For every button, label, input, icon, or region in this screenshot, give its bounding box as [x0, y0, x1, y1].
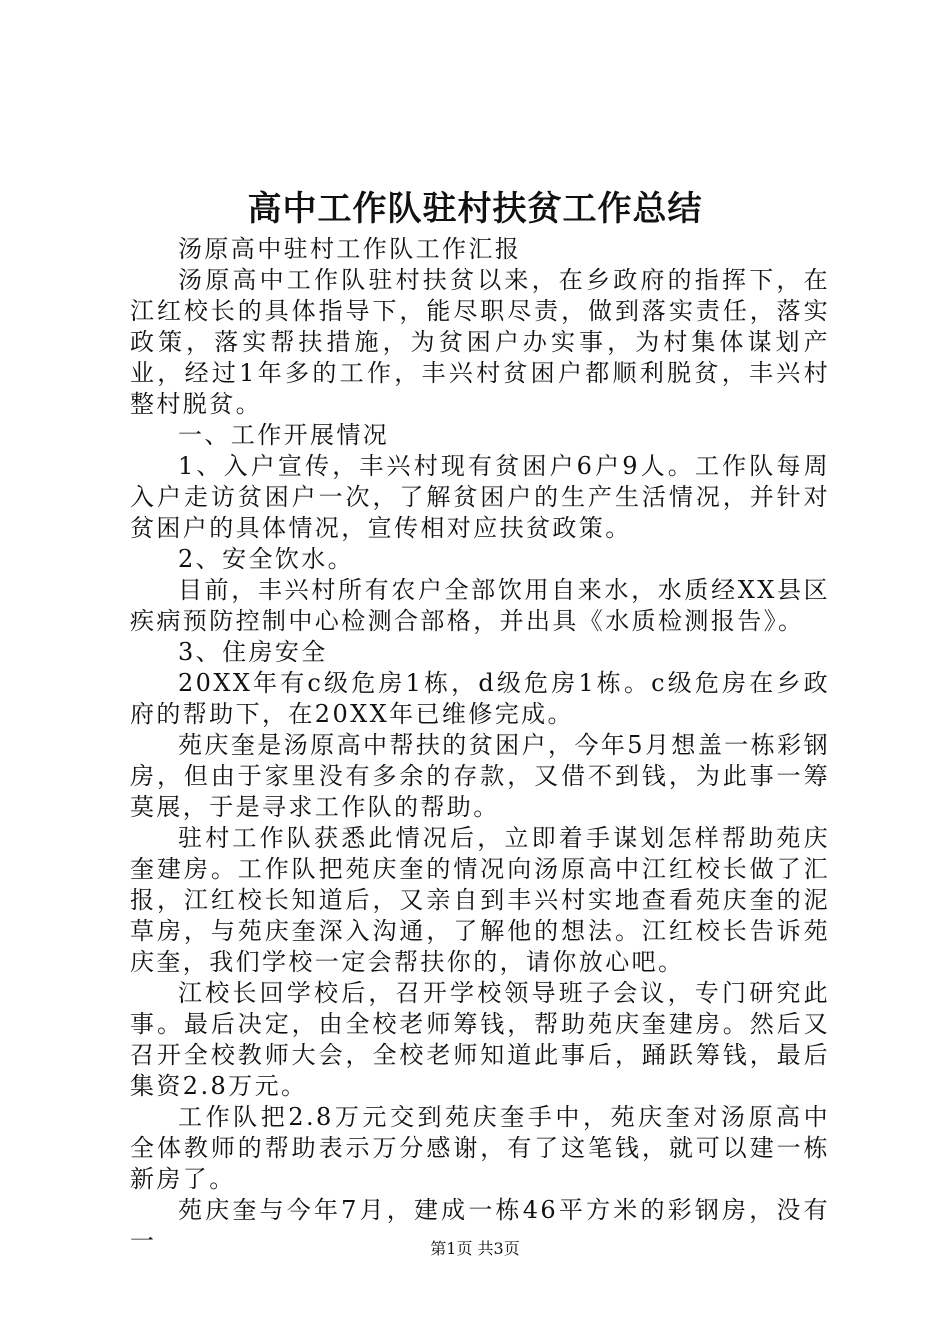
paragraph: 汤原高中驻村工作队工作汇报 [178, 235, 522, 263]
paragraph: 1、入户宣传，丰兴村现有贫困户6户9人。工作队每周入户走访贫困户一次，了解贫困户的生产生活情况，并针对贫困户的具体情况，宣传相对应扶贫政策。 [130, 452, 830, 542]
paragraph: 目前，丰兴村所有农户全部饮用自来水，水质经XX县区疾病预防控制中心检测合部格，并出具《水质检测报告》。 [130, 576, 830, 635]
paragraph: 一、工作开展情况 [178, 421, 390, 449]
paragraph: 汤原高中工作队驻村扶贫以来，在乡政府的指挥下，在江红校长的具体指导下，能尽职尽责，做到落实责任，落实政策，落实帮扶措施，为贫困户办实事，为村集体谋划产业，经过1年多的工作，丰兴村贫困户都顺利脱贫，丰兴村整村脱贫。 [130, 266, 830, 418]
paragraph: 工作队把2.8万元交到苑庆奎手中，苑庆奎对汤原高中全体教师的帮助表示万分感谢，有了这笔钱，就可以建一栋新房了。 [130, 1103, 830, 1193]
paragraph: 苑庆奎与今年7月，建成一栋46平方米的彩钢房，没有一 [130, 1196, 830, 1255]
paragraph: 苑庆奎是汤原高中帮扶的贫困户，今年5月想盖一栋彩钢房，但由于家里没有多余的存款，又借不到钱，为此事一筹莫展，于是寻求工作队的帮助。 [130, 731, 830, 821]
paragraph: 江校长回学校后，召开学校领导班子会议，专门研究此事。最后决定，由全校老师筹钱，帮助苑庆奎建房。然后又召开全校教师大会，全校老师知道此事后，踊跃筹钱，最后集资2.8万元。 [130, 979, 830, 1100]
document-title: 高中工作队驻村扶贫工作总结 [247, 189, 703, 229]
paragraph: 驻村工作队获悉此情况后，立即着手谋划怎样帮助苑庆奎建房。工作队把苑庆奎的情况向汤原高中江红校长做了汇报，江红校长知道后，又亲自到丰兴村实地查看苑庆奎的泥草房，与苑庆奎深入沟通，了解他的想法。江红校长告诉苑庆奎，我们学校一定会帮扶你的，请你放心吧。 [130, 824, 830, 976]
paragraph: 3、住房安全 [178, 638, 328, 666]
paragraph: 2、安全饮水。 [178, 545, 355, 573]
document-body [130, 234, 830, 1257]
paragraph: 20XX年有c级危房1栋，d级危房1栋。c级危房在乡政府的帮助下，在20XX年已维修完成。 [130, 669, 830, 728]
page-footer: 第1页 共3页 [430, 1239, 520, 1258]
